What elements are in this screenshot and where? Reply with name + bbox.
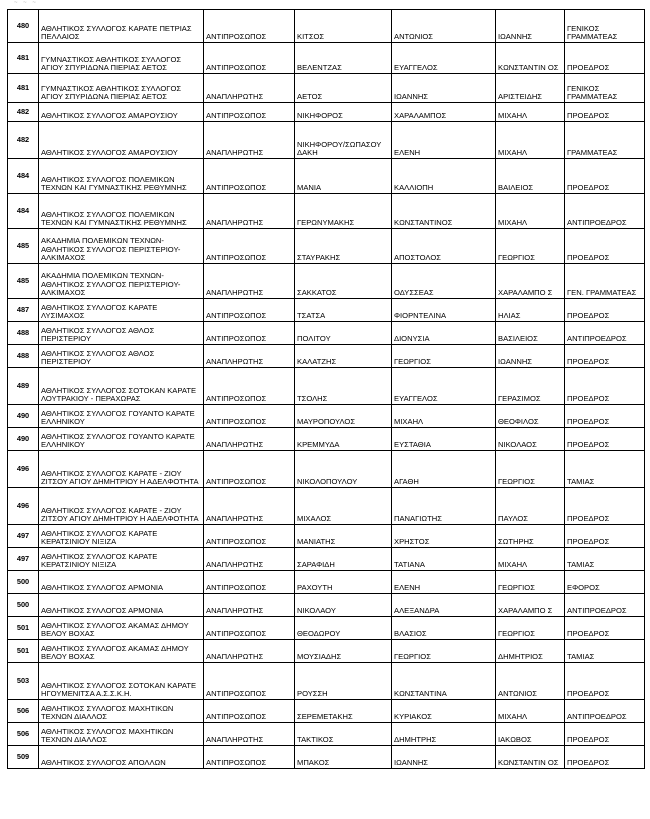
club-name: ΓΥΜΝΑΣΤΙΚΟΣ ΑΘΛΗΤΙΚΟΣ ΣΥΛΛΟΓΟΣ ΑΓΙΟΥ ΣΠΥΡΙΔΩΝΑ ΠΙΕΡΙΑΣ ΑΕΤΟΣ: [39, 74, 204, 103]
role-type: ΑΝΤΙΠΡΟΣΩΠΟΣ: [204, 299, 295, 322]
position: ΠΡΟΕΔΡΟΣ: [565, 617, 645, 640]
surname: ΓΕΡΩΝΥΜΑΚΗΣ: [295, 194, 392, 229]
club-name: ΑΘΛΗΤΙΚΟΣ ΣΥΛΛΟΓΟΣ ΚΑΡΑΤΕ ΚΕΡΑΤΣΙΝΙΟΥ ΝΙΞΙΖΑ: [39, 548, 204, 571]
surname: ΝΙΚΟΛΑΟΥ: [295, 594, 392, 617]
position: ΤΑΜΙΑΣ: [565, 640, 645, 663]
role-type: ΑΝΤΙΠΡΟΣΩΠΟΣ: [204, 746, 295, 769]
row-number: 497: [8, 525, 39, 548]
table-row: [8, 299, 645, 322]
registry-body: [8, 10, 645, 769]
surname: ΤΑΚΤΙΚΟΣ: [295, 723, 392, 746]
surname: ΑΕΤΟΣ: [295, 74, 392, 103]
club-name: ΑΘΛΗΤΙΚΟΣ ΣΥΛΛΟΓΟΣ ΑΜΑΡΟΥΣΙΟΥ: [39, 103, 204, 122]
row-number: 485: [8, 229, 39, 264]
table-row: [8, 122, 645, 159]
role-type: ΑΝΑΠΛΗΡΩΤΗΣ: [204, 345, 295, 368]
first-name: ΕΛΕΝΗ: [392, 122, 496, 159]
row-number: 490: [8, 405, 39, 428]
surname: ΣΑΚΚΑΤΟΣ: [295, 264, 392, 299]
surname: ΝΙΚΗΦΟΡΟΥ/ΣΩΠΑΣΟΥ ΔΑΚΗ: [295, 122, 392, 159]
first-name: ΜΙΧΑΗΛ: [392, 405, 496, 428]
table-row: [8, 617, 645, 640]
club-name: ΑΘΛΗΤΙΚΟΣ ΣΥΛΛΟΓΟΣ ΑΡΜΟΝΙΑ: [39, 594, 204, 617]
position: ΑΝΤΙΠΡΟΕΔΡΟΣ: [565, 194, 645, 229]
role-type: ΑΝΑΠΛΗΡΩΤΗΣ: [204, 194, 295, 229]
first-name: ΑΠΟΣΤΟΛΟΣ: [392, 229, 496, 264]
row-number: 484: [8, 159, 39, 194]
surname: ΜΑΝΙΑ: [295, 159, 392, 194]
role-type: ΑΝΤΙΠΡΟΣΩΠΟΣ: [204, 663, 295, 700]
table-row: [8, 640, 645, 663]
father-name: ΒΑΣΙΛΕΙΟΣ: [496, 322, 565, 345]
surname: ΝΙΚΗΦΟΡΟΣ: [295, 103, 392, 122]
row-number: 496: [8, 451, 39, 488]
club-name: ΑΘΛΗΤΙΚΟΣ ΣΥΛΛΟΓΟΣ ΜΑΧΗΤΙΚΩΝ ΤΕΧΝΩΝ ΔΙΑΛΛΟΣ: [39, 700, 204, 723]
role-type: ΑΝΤΙΠΡΟΣΩΠΟΣ: [204, 10, 295, 43]
row-number: 490: [8, 428, 39, 451]
father-name: ΠΑΥΛΟΣ: [496, 488, 565, 525]
position: ΠΡΟΕΔΡΟΣ: [565, 405, 645, 428]
club-name: ΑΘΛΗΤΙΚΟΣ ΣΥΛΛΟΓΟΣ ΑΚΑΜΑΣ ΔΗΜΟΥ ΒΕΛΟΥ ΒΟΧΑΣ: [39, 640, 204, 663]
club-name: ΑΘΛΗΤΙΚΟΣ ΣΥΛΛΟΓΟΣ ΚΑΡΑΤΕ ΚΕΡΑΤΣΙΝΙΟΥ ΝΙΞΙΖΑ: [39, 525, 204, 548]
first-name: ΦΙΟΡΝΤΕΛΙΝΑ: [392, 299, 496, 322]
club-name: ΑΘΛΗΤΙΚΟΣ ΣΥΛΛΟΓΟΣ ΓΟΥΑΝΤΟ ΚΑΡΑΤΕ ΕΛΛΗΝΙΚΟΥ: [39, 405, 204, 428]
role-type: ΑΝΑΠΛΗΡΩΤΗΣ: [204, 428, 295, 451]
first-name: ΓΕΩΡΓΙΟΣ: [392, 640, 496, 663]
position: ΠΡΟΕΔΡΟΣ: [565, 428, 645, 451]
father-name: ΑΝΤΩΝΙΟΣ: [496, 663, 565, 700]
row-number: 487: [8, 299, 39, 322]
first-name: ΕΛΕΝΗ: [392, 571, 496, 594]
row-number: 501: [8, 640, 39, 663]
first-name: ΚΩΝΣΤΑΝΤΙΝΟΣ: [392, 194, 496, 229]
father-name: ΓΕΡΑΣΙΜΟΣ: [496, 368, 565, 405]
surname: ΝΙΚΟΛΟΠΟΥΛΟΥ: [295, 451, 392, 488]
father-name: ΜΙΧΑΗΛ: [496, 122, 565, 159]
father-name: ΙΩΑΝΝΗΣ: [496, 10, 565, 43]
position: ΠΡΟΕΔΡΟΣ: [565, 746, 645, 769]
table-row: [8, 594, 645, 617]
table-row: [8, 194, 645, 229]
father-name: ΓΕΩΡΓΙΟΣ: [496, 229, 565, 264]
table-row: [8, 663, 645, 700]
father-name: ΧΑΡΑΛΑΜΠΟ Σ: [496, 264, 565, 299]
row-number: 481: [8, 74, 39, 103]
position: ΓΕΝΙΚΟΣ ΓΡΑΜΜΑΤΕΑΣ: [565, 10, 645, 43]
registry-table: [7, 9, 645, 769]
table-row: [8, 345, 645, 368]
table-row: [8, 43, 645, 74]
scan-mark: ~ ~ ~: [14, 0, 38, 6]
position: ΤΑΜΙΑΣ: [565, 451, 645, 488]
position: ΠΡΟΕΔΡΟΣ: [565, 368, 645, 405]
first-name: ΕΥΑΓΓΕΛΟΣ: [392, 43, 496, 74]
position: ΑΝΤΙΠΡΟΕΔΡΟΣ: [565, 322, 645, 345]
role-type: ΑΝΤΙΠΡΟΣΩΠΟΣ: [204, 571, 295, 594]
first-name: ΕΥΑΓΓΕΛΟΣ: [392, 368, 496, 405]
row-number: 482: [8, 103, 39, 122]
table-row: [8, 74, 645, 103]
table-row: [8, 571, 645, 594]
role-type: ΑΝΑΠΛΗΡΩΤΗΣ: [204, 723, 295, 746]
role-type: ΑΝΤΙΠΡΟΣΩΠΟΣ: [204, 405, 295, 428]
table-row: [8, 159, 645, 194]
club-name: ΑΘΛΗΤΙΚΟΣ ΣΥΛΛΟΓΟΣ ΠΟΛΕΜΙΚΩΝ ΤΕΧΝΩΝ ΚΑΙ ΓΥΜΝΑΣΤΙΚΗΣ ΡΕΘΥΜΝΗΣ: [39, 159, 204, 194]
club-name: ΑΘΛΗΤΙΚΟΣ ΣΥΛΛΟΓΟΣ ΑΜΑΡΟΥΣΙΟΥ: [39, 122, 204, 159]
position: ΠΡΟΕΔΡΟΣ: [565, 723, 645, 746]
surname: ΚΑΛΑΤΖΗΣ: [295, 345, 392, 368]
club-name: ΑΚΑΔΗΜΙΑ ΠΟΛΕΜΙΚΩΝ ΤΕΧΝΩΝ-ΑΘΛΗΤΙΚΟΣ ΣΥΛΛΟΓΟΣ ΠΕΡΙΣΤΕΡΙΟΥ-ΑΛΚΙΜΑΧΟΣ: [39, 264, 204, 299]
first-name: ΕΥΣΤΑΘΙΑ: [392, 428, 496, 451]
surname: ΤΣΑΤΣΑ: [295, 299, 392, 322]
surname: ΣΤΑΥΡΑΚΗΣ: [295, 229, 392, 264]
first-name: ΙΩΑΝΝΗΣ: [392, 746, 496, 769]
surname: ΠΟΛΙΤΟΥ: [295, 322, 392, 345]
row-number: 488: [8, 322, 39, 345]
club-name: ΑΘΛΗΤΙΚΟΣ ΣΥΛΛΟΓΟΣ ΑΘΛΟΣ ΠΕΡΙΣΤΕΡΙΟΥ: [39, 322, 204, 345]
row-number: 482: [8, 122, 39, 159]
father-name: ΧΑΡΑΛΑΜΠΟ Σ: [496, 594, 565, 617]
row-number: 485: [8, 264, 39, 299]
row-number: 489: [8, 368, 39, 405]
row-number: 480: [8, 10, 39, 43]
club-name: ΑΘΛΗΤΙΚΟΣ ΣΥΛΛΟΓΟΣ ΚΑΡΑΤΕ ΛΥΣΙΜΑΧΟΣ: [39, 299, 204, 322]
father-name: ΑΡΙΣΤΕΙΔΗΣ: [496, 74, 565, 103]
club-name: ΑΘΛΗΤΙΚΟΣ ΣΥΛΛΟΓΟΣ ΜΑΧΗΤΙΚΩΝ ΤΕΧΝΩΝ ΔΙΑΛΛΟΣ: [39, 723, 204, 746]
surname: ΡΑΧΟΥΤΗ: [295, 571, 392, 594]
surname: ΒΕΛΕΝΤΖΑΣ: [295, 43, 392, 74]
table-row: [8, 368, 645, 405]
father-name: ΚΩΝΣΤΑΝΤΙΝ ΟΣ: [496, 746, 565, 769]
position: ΑΝΤΙΠΡΟΕΔΡΟΣ: [565, 594, 645, 617]
position: ΠΡΟΕΔΡΟΣ: [565, 663, 645, 700]
father-name: ΙΩΑΝΝΗΣ: [496, 345, 565, 368]
club-name: ΑΘΛΗΤΙΚΟΣ ΣΥΛΛΟΓΟΣ ΓΟΥΑΝΤΟ ΚΑΡΑΤΕ ΕΛΛΗΝΙΚΟΥ: [39, 428, 204, 451]
position: ΤΑΜΙΑΣ: [565, 548, 645, 571]
father-name: ΜΙΧΑΗΛ: [496, 194, 565, 229]
position: ΠΡΟΕΔΡΟΣ: [565, 229, 645, 264]
surname: ΘΕΟΔΩΡΟΥ: [295, 617, 392, 640]
father-name: ΗΛΙΑΣ: [496, 299, 565, 322]
first-name: ΔΗΜΗΤΡΗΣ: [392, 723, 496, 746]
position: ΑΝΤΙΠΡΟΕΔΡΟΣ: [565, 700, 645, 723]
first-name: ΤΑΤΙΑΝΑ: [392, 548, 496, 571]
role-type: ΑΝΤΙΠΡΟΣΩΠΟΣ: [204, 451, 295, 488]
position: ΓΡΑΜΜΑΤΕΑΣ: [565, 122, 645, 159]
table-row: [8, 10, 645, 43]
club-name: ΑΘΛΗΤΙΚΟΣ ΣΥΛΛΟΓΟΣ ΑΠΟΛΛΩΝ: [39, 746, 204, 769]
role-type: ΑΝΑΠΛΗΡΩΤΗΣ: [204, 488, 295, 525]
role-type: ΑΝΑΠΛΗΡΩΤΗΣ: [204, 640, 295, 663]
first-name: ΑΛΕΞΑΝΔΡΑ: [392, 594, 496, 617]
position: ΠΡΟΕΔΡΟΣ: [565, 159, 645, 194]
row-number: 488: [8, 345, 39, 368]
table-row: [8, 723, 645, 746]
role-type: ΑΝΤΙΠΡΟΣΩΠΟΣ: [204, 322, 295, 345]
first-name: ΙΩΑΝΝΗΣ: [392, 74, 496, 103]
surname: ΜΟΥΣΙΑΔΗΣ: [295, 640, 392, 663]
role-type: ΑΝΤΙΠΡΟΣΩΠΟΣ: [204, 368, 295, 405]
role-type: ΑΝΤΙΠΡΟΣΩΠΟΣ: [204, 525, 295, 548]
first-name: ΠΑΝΑΓΙΩΤΗΣ: [392, 488, 496, 525]
surname: ΣΑΡΑΦΙΔΗ: [295, 548, 392, 571]
table-row: [8, 405, 645, 428]
father-name: ΣΩΤΗΡΗΣ: [496, 525, 565, 548]
first-name: ΚΑΛΛΙΟΠΗ: [392, 159, 496, 194]
first-name: ΚΥΡΙΑΚΟΣ: [392, 700, 496, 723]
first-name: ΓΕΩΡΓΙΟΣ: [392, 345, 496, 368]
surname: ΚΡΕΜΜΥΔΑ: [295, 428, 392, 451]
table-row: [8, 229, 645, 264]
club-name: ΑΘΛΗΤΙΚΟΣ ΣΥΛΛΟΓΟΣ ΚΑΡΑΤΕ - ΖΙΟΥ ΖΙΤΣΟΥ ΑΓΙΟΥ ΔΗΜΗΤΡΙΟΥ Η ΑΔΕΛΦΟΤΗΤΑ: [39, 451, 204, 488]
row-number: 500: [8, 571, 39, 594]
first-name: ΑΝΤΩΝΙΟΣ: [392, 10, 496, 43]
first-name: ΔΙΟΝΥΣΙΑ: [392, 322, 496, 345]
row-number: 503: [8, 663, 39, 700]
surname: ΤΣΟΛΗΣ: [295, 368, 392, 405]
table-row: [8, 525, 645, 548]
club-name: ΑΚΑΔΗΜΙΑ ΠΟΛΕΜΙΚΩΝ ΤΕΧΝΩΝ-ΑΘΛΗΤΙΚΟΣ ΣΥΛΛΟΓΟΣ ΠΕΡΙΣΤΕΡΙΟΥ-ΑΛΚΙΜΑΧΟΣ: [39, 229, 204, 264]
row-number: 484: [8, 194, 39, 229]
table-row: [8, 264, 645, 299]
surname: ΜΑΝΙΑΤΗΣ: [295, 525, 392, 548]
role-type: ΑΝΑΠΛΗΡΩΤΗΣ: [204, 264, 295, 299]
row-number: 509: [8, 746, 39, 769]
position: ΠΡΟΕΔΡΟΣ: [565, 103, 645, 122]
row-number: 500: [8, 594, 39, 617]
club-name: ΓΥΜΝΑΣΤΙΚΟΣ ΑΘΛΗΤΙΚΟΣ ΣΥΛΛΟΓΟΣ ΑΓΙΟΥ ΣΠΥΡΙΔΩΝΑ ΠΙΕΡΙΑΣ ΑΕΤΟΣ: [39, 43, 204, 74]
club-name: ΑΘΛΗΤΙΚΟΣ ΣΥΛΛΟΓΟΣ ΚΑΡΑΤΕ - ΖΙΟΥ ΖΙΤΣΟΥ ΑΓΙΟΥ ΔΗΜΗΤΡΙΟΥ Η ΑΔΕΛΦΟΤΗΤΑ: [39, 488, 204, 525]
first-name: ΟΔΥΣΣΕΑΣ: [392, 264, 496, 299]
role-type: ΑΝΑΠΛΗΡΩΤΗΣ: [204, 594, 295, 617]
first-name: ΧΡΗΣΤΟΣ: [392, 525, 496, 548]
row-number: 497: [8, 548, 39, 571]
father-name: ΜΙΧΑΗΛ: [496, 700, 565, 723]
row-number: 496: [8, 488, 39, 525]
role-type: ΑΝΤΙΠΡΟΣΩΠΟΣ: [204, 159, 295, 194]
table-row: [8, 700, 645, 723]
position: ΕΦΟΡΟΣ: [565, 571, 645, 594]
club-name: ΑΘΛΗΤΙΚΟΣ ΣΥΛΛΟΓΟΣ ΑΡΜΟΝΙΑ: [39, 571, 204, 594]
position: ΠΡΟΕΔΡΟΣ: [565, 345, 645, 368]
position: ΓΕΝΙΚΟΣ ΓΡΑΜΜΑΤΕΑΣ: [565, 74, 645, 103]
role-type: ΑΝΤΙΠΡΟΣΩΠΟΣ: [204, 229, 295, 264]
club-name: ΑΘΛΗΤΙΚΟΣ ΣΥΛΛΟΓΟΣ ΚΑΡΑΤΕ ΠΕΤΡΙΑΣ ΠΕΛΛΑΙΟΣ: [39, 10, 204, 43]
row-number: 501: [8, 617, 39, 640]
father-name: ΓΕΩΡΓΙΟΣ: [496, 571, 565, 594]
role-type: ΑΝΤΙΠΡΟΣΩΠΟΣ: [204, 617, 295, 640]
father-name: ΓΕΩΡΓΙΟΣ: [496, 451, 565, 488]
table-row: [8, 746, 645, 769]
club-name: ΑΘΛΗΤΙΚΟΣ ΣΥΛΛΟΓΟΣ ΠΟΛΕΜΙΚΩΝ ΤΕΧΝΩΝ ΚΑΙ ΓΥΜΝΑΣΤΙΚΗΣ ΡΕΘΥΜΝΗΣ: [39, 194, 204, 229]
club-name: ΑΘΛΗΤΙΚΟΣ ΣΥΛΛΟΓΟΣ ΑΘΛΟΣ ΠΕΡΙΣΤΕΡΙΟΥ: [39, 345, 204, 368]
first-name: ΚΩΝΣΤΑΝΤΙΝΑ: [392, 663, 496, 700]
father-name: ΙΑΚΩΒΟΣ: [496, 723, 565, 746]
role-type: ΑΝΤΙΠΡΟΣΩΠΟΣ: [204, 103, 295, 122]
role-type: ΑΝΤΙΠΡΟΣΩΠΟΣ: [204, 43, 295, 74]
table-row: [8, 451, 645, 488]
surname: ΣΕΡΕΜΕΤΑΚΗΣ: [295, 700, 392, 723]
surname: ΜΠΑΚΟΣ: [295, 746, 392, 769]
club-name: ΑΘΛΗΤΙΚΟΣ ΣΥΛΛΟΓΟΣ ΑΚΑΜΑΣ ΔΗΜΟΥ ΒΕΛΟΥ ΒΟΧΑΣ: [39, 617, 204, 640]
role-type: ΑΝΑΠΛΗΡΩΤΗΣ: [204, 548, 295, 571]
father-name: ΓΕΩΡΓΙΟΣ: [496, 617, 565, 640]
surname: ΚΙΤΣΟΣ: [295, 10, 392, 43]
father-name: ΔΗΜΗΤΡΙΟΣ: [496, 640, 565, 663]
role-type: ΑΝΤΙΠΡΟΣΩΠΟΣ: [204, 700, 295, 723]
position: ΠΡΟΕΔΡΟΣ: [565, 43, 645, 74]
table-row: [8, 103, 645, 122]
row-number: 481: [8, 43, 39, 74]
row-number: 506: [8, 700, 39, 723]
surname: ΡΟΥΣΣΗ: [295, 663, 392, 700]
surname: ΜΙΧΑΛΟΣ: [295, 488, 392, 525]
first-name: ΒΛΑΣΙΟΣ: [392, 617, 496, 640]
father-name: ΒΑΙΛΕΙΟΣ: [496, 159, 565, 194]
role-type: ΑΝΑΠΛΗΡΩΤΗΣ: [204, 74, 295, 103]
club-name: ΑΘΛΗΤΙΚΟΣ ΣΥΛΛΟΓΟΣ ΣΟΤΟΚΑΝ ΚΑΡΑΤΕ ΗΓΟΥΜΕΝΙΤΣΑ Α.Σ.Σ.Κ.Η.: [39, 663, 204, 700]
position: ΠΡΟΕΔΡΟΣ: [565, 299, 645, 322]
father-name: ΜΙΧΑΗΛ: [496, 103, 565, 122]
father-name: ΜΙΧΑΗΛ: [496, 548, 565, 571]
row-number: 506: [8, 723, 39, 746]
position: ΠΡΟΕΔΡΟΣ: [565, 488, 645, 525]
father-name: ΚΩΝΣΤΑΝΤΙΝ ΟΣ: [496, 43, 565, 74]
surname: ΜΑΥΡΟΠΟΥΛΟΣ: [295, 405, 392, 428]
position: ΠΡΟΕΔΡΟΣ: [565, 525, 645, 548]
club-name: ΑΘΛΗΤΙΚΟΣ ΣΥΛΛΟΓΟΣ ΣΟΤΟΚΑΝ ΚΑΡΑΤΕ ΛΟΥΤΡΑΚΙΟΥ - ΠΕΡΑΧΩΡΑΣ: [39, 368, 204, 405]
table-row: [8, 548, 645, 571]
table-row: [8, 322, 645, 345]
table-row: [8, 428, 645, 451]
first-name: ΧΑΡΑΛΑΜΠΟΣ: [392, 103, 496, 122]
table-row: [8, 488, 645, 525]
first-name: ΑΓΑΘΗ: [392, 451, 496, 488]
father-name: ΝΙΚΟΛΑΟΣ: [496, 428, 565, 451]
father-name: ΘΕΟΦΙΛΟΣ: [496, 405, 565, 428]
role-type: ΑΝΑΠΛΗΡΩΤΗΣ: [204, 122, 295, 159]
position: ΓΕΝ. ΓΡΑΜΜΑΤΕΑΣ: [565, 264, 645, 299]
